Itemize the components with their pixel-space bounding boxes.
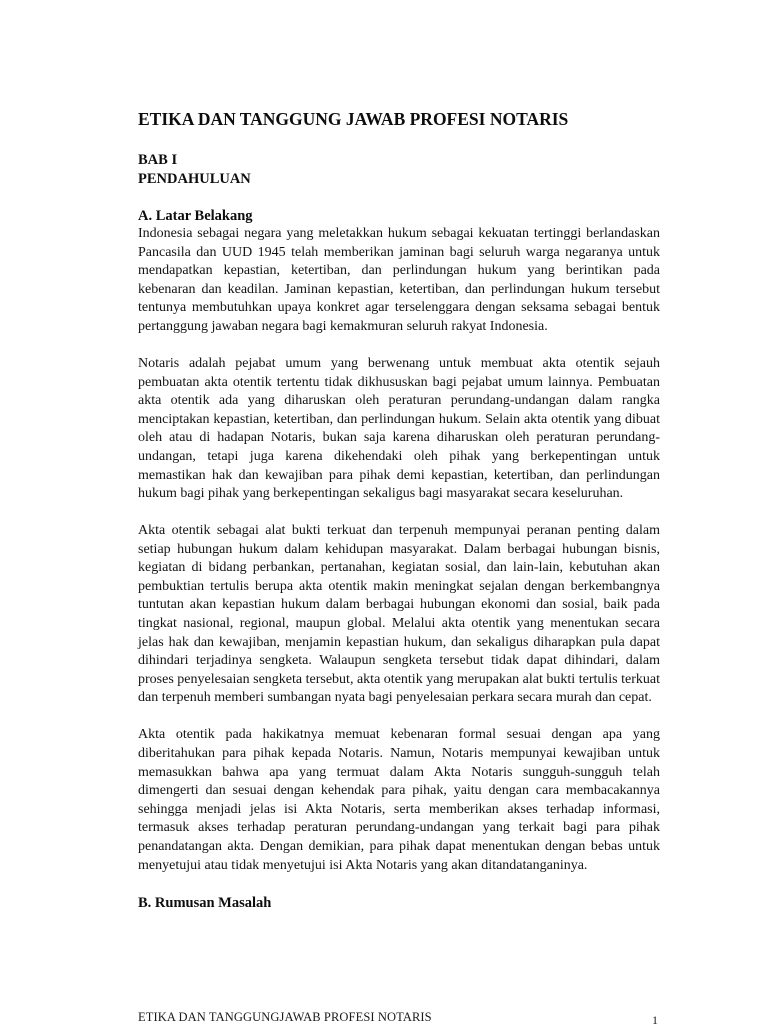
chapter-title: PENDAHULUAN: [138, 171, 251, 187]
page-body: [138, 108, 660, 912]
section-heading: A. Latar Belakang: [138, 208, 253, 224]
paragraph: Indonesia sebagai negara yang meletakkan hukum sebagai kekuatan tertinggi berlandaskan Pancasila dan UUD 1945 telah memberikan jaminan bagi seluruh warga negaranya untuk mendapatkan kepastian, ketertiban, dan perlindungan hukum yang berintikan pada kebenaran dan keadilan. Jaminan kepastian, ketertiban, dan perlindungan hukum tersebut tentunya membutuhkan upaya konkret agar terselenggara dengan seksama sebagai bentuk pertanggung jawaban negara bagi kemakmuran seluruh rakyat Indonesia.: [138, 226, 660, 334]
chapter-number: BAB I: [138, 152, 178, 168]
paragraph: Akta otentik sebagai alat bukti terkuat dan terpenuh mempunyai peranan penting dalam setiap hubungan hukum dalam kehidupan masyarakat. Dalam berbagai hubungan bisnis, kegiatan di bidang perbankan, pertanahan, kegiatan sosial, dan lain-lain, kebutuhan akan pembuktian tertulis berupa akta otentik makin meningkat sejalan dengan berkembangnya tuntutan akan kepastian hukum dalam berbagai hubungan ekonomi dan sosial, baik pada tingkat nasional, regional, maupun global. Melalui akta otentik yang menentukan secara jelas hak dan kewajiban, menjamin kepastian hukum, dan sekaligus diharapkan pula dapat dihindari terjadinya sengketa. Walaupun sengketa tersebut tidak dapat dihindari, dalam proses penyelesaian sengketa tersebut, akta otentik yang merupakan alat bukti tertulis terkuat dan terpenuh memberi sumbangan nyata bagi penyelesaian perkara secara murah dan cepat.: [138, 523, 660, 706]
paragraph: Akta otentik pada hakikatnya memuat kebenaran formal sesuai dengan apa yang diberitahukan para pihak kepada Notaris. Namun, Notaris mempunyai kewajiban untuk memasukkan bahwa apa yang termuat dalam Akta Notaris sungguh-sungguh telah dimengerti dan sesuai dengan kehendak para pihak, yaitu dengan cara membacakannya sehingga menjadi jelas isi Akta Notaris, serta memberikan akses terhadap informasi, termasuk akses terhadap peraturan perundang-undangan yang terkait bagi para pihak penandatangan akta. Dengan demikian, para pihak dapat menentukan dengan bebas untuk menyetujui atau tidak menyetujui isi Akta Notaris yang akan ditandatanganinya.: [138, 727, 660, 873]
chapter-heading: [138, 151, 660, 189]
page-footer: ETIKA DAN TANGGUNGJAWAB PROFESI NOTARIS: [138, 1010, 432, 1024]
page-number: 1: [652, 1013, 658, 1027]
section-b: [138, 894, 660, 912]
section-a: [138, 207, 660, 875]
document-title: ETIKA DAN TANGGUNG JAWAB PROFESI NOTARIS: [138, 109, 569, 129]
section-heading: B. Rumusan Masalah: [138, 894, 272, 911]
paragraph: Notaris adalah pejabat umum yang berwenang untuk membuat akta otentik sejauh pembuatan akta otentik tertentu tidak dikhususkan bagi pejabat umum lainnya. Pembuatan akta otentik ada yang diharuskan oleh peraturan perundang-undangan dalam rangka menciptakan kepastian, ketertiban, dan perlindungan hukum. Selain akta otentik yang dibuat oleh atau di hadapan Notaris, bukan saja karena diharuskan oleh peraturan perundang-undangan, tetapi juga karena dikehendaki oleh pihak yang berkepentingan untuk memastikan hak dan kewajiban para pihak demi kepastian, ketertiban, dan perlindungan hukum bagi pihak yang berkepentingan sekaligus bagi masyarakat secara keseluruhan.: [138, 355, 660, 502]
